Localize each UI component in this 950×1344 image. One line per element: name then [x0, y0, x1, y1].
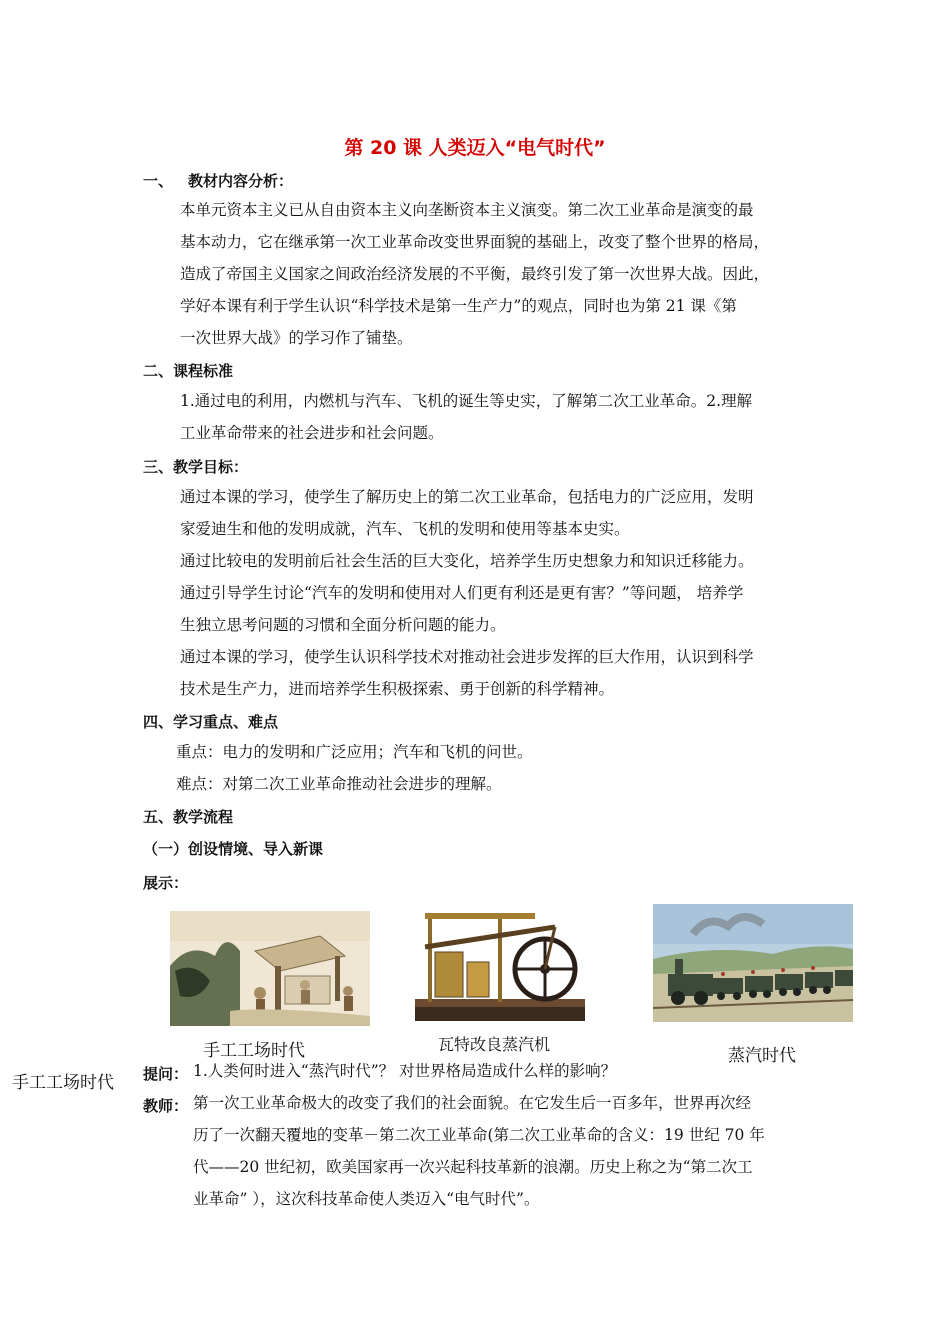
caption-watt-steam-engine: 瓦特改良蒸汽机	[438, 1035, 551, 1054]
teacher-line: 历了一次翻天覆地的变革－第二次工业革命(第二次工业革命的含义：19 世纪 70 年	[193, 1126, 765, 1144]
section-1-line: 造成了帝国主义国家之间政治经济发展的不平衡，最终引发了第一次世界大战。因此，	[180, 265, 770, 283]
section-1-line: 基本动力，它在继承第一次工业革命改变世界面貌的基础上，改变了整个世界的格局，	[180, 233, 770, 251]
section-4-line: 难点：对第二次工业革命推动社会进步的理解。	[176, 775, 502, 793]
section-3-line: 通过本课的学习，使学生认识科学技术对推动社会进步发挥的巨大作用，认识到科学	[180, 648, 754, 666]
question-text: 1.人类何时进入“蒸汽时代”？ 对世界格局造成什么样的影响？	[193, 1062, 617, 1080]
show-label: 展示：	[143, 874, 189, 892]
section-2-line: 工业革命带来的社会进步和社会问题。	[180, 424, 444, 442]
section-1-line: 本单元资本主义已从自由资本主义向垄断资本主义演变。第二次工业革命是演变的最	[180, 201, 754, 219]
teacher-line: 业革命” ），这次科技革命使人类迈入“电气时代”。	[193, 1190, 540, 1208]
section-3-line: 生独立思考问题的习惯和全面分析问题的能力。	[180, 616, 506, 634]
section-1-line: 一次世界大战》的学习作了铺垫。	[180, 329, 413, 347]
section-3-line: 通过本课的学习，使学生了解历史上的第二次工业革命，包括电力的广泛应用，发明	[180, 488, 754, 506]
section-5-heading: 五、教学流程	[143, 808, 234, 826]
section-2-heading: 二、课程标准	[143, 362, 234, 380]
section-5-subheading: （一）创设情境、导入新课	[143, 840, 324, 858]
handicraft-workshop-image	[170, 911, 370, 1026]
page-title: 第 20 课 人类迈入“电气时代”	[344, 137, 606, 159]
teacher-line: 第一次工业革命极大的改变了我们的社会面貌。在它发生后一百多年，世界再次经	[193, 1094, 752, 1112]
section-3-line: 通过比较电的发明前后社会生活的巨大变化，培养学生历史想象力和知识迁移能力。	[180, 552, 754, 570]
section-3-line: 通过引导学生讨论“汽车的发明和使用对人们更有利还是更有害？”等问题， 培养学	[180, 584, 744, 602]
caption-steam-age: 蒸汽时代	[728, 1046, 796, 1066]
steam-age-locomotive-image	[653, 904, 853, 1022]
section-3-line: 家爱迪生和他的发明成就，汽车、飞机的发明和使用等基本史实。	[180, 520, 630, 538]
section-1-number: 一、	[143, 172, 174, 190]
caption-handicraft-workshop: 手工工场时代	[203, 1041, 305, 1061]
teacher-label: 教师：	[143, 1097, 189, 1115]
section-1-heading: 教材内容分析：	[188, 172, 294, 190]
question-label: 提问：	[143, 1065, 189, 1083]
teacher-line: 代——20 世纪初，欧美国家再一次兴起科技革新的浪潮。历史上称之为“第二次工	[193, 1158, 753, 1176]
section-3-line: 技术是生产力，进而培养学生积极探索、勇于创新的科学精神。	[180, 680, 615, 698]
side-caption: 手工工场时代	[12, 1073, 114, 1093]
section-2-line: 1.通过电的利用，内燃机与汽车、飞机的诞生等史实，了解第二次工业革命。2.理解	[180, 392, 753, 410]
section-4-heading: 四、学习重点、难点	[143, 713, 279, 731]
section-4-line: 重点：电力的发明和广泛应用；汽车和飞机的问世。	[176, 743, 533, 761]
section-1-line: 学好本课有利于学生认识“科学技术是第一生产力”的观点，同时也为第 21 课《第	[180, 297, 737, 315]
watt-steam-engine-image	[405, 907, 593, 1029]
section-3-heading: 三、教学目标：	[143, 458, 249, 476]
